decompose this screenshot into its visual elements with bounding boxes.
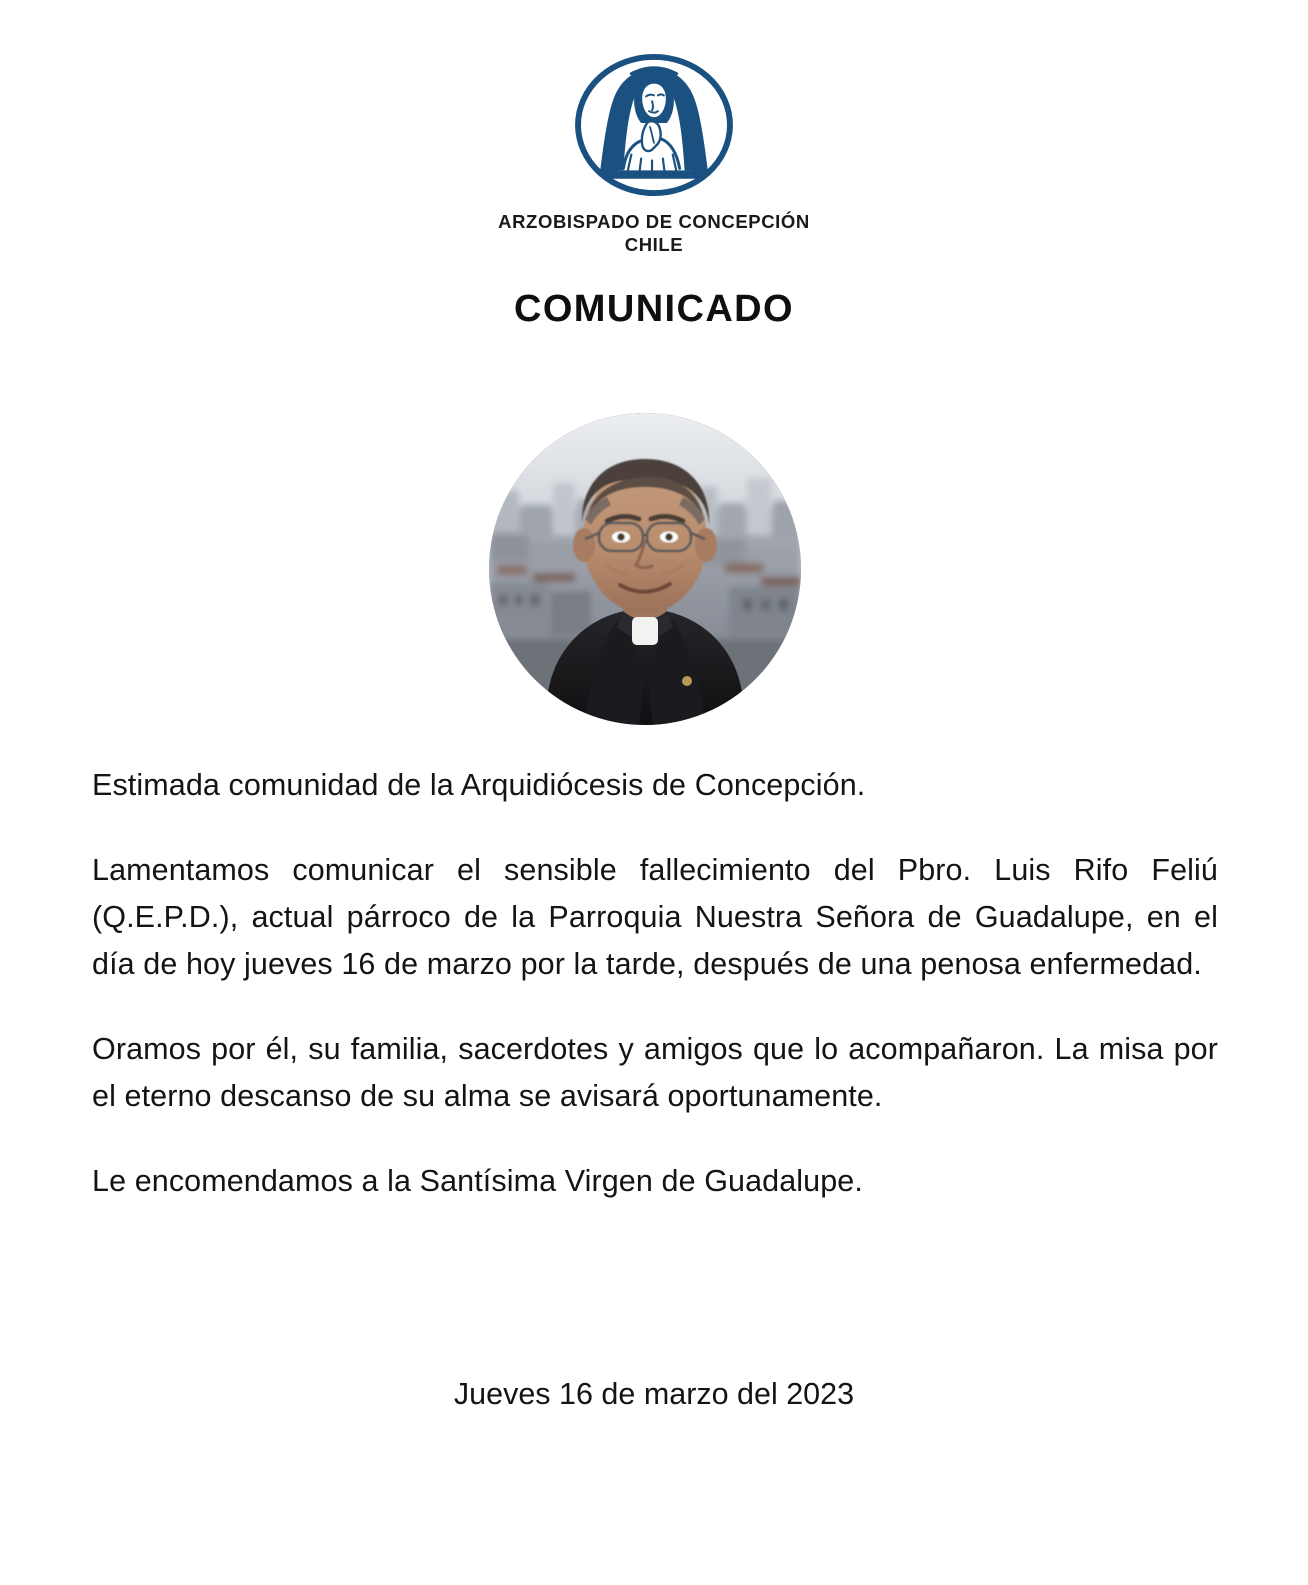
paragraph-announcement: Lamentamos comunicar el sensible fallecimiento del Pbro. Luis Rifo Feliú (Q.E.P.D.), actual párroco de la Parroquia Nuestra Señora de Guadalupe, en el día de hoy jueves 16 de marzo por la tarde, después de una penosa enfermedad. (92, 853, 1218, 981)
document-header (0, 52, 1308, 256)
priest-portrait-photo (489, 413, 801, 725)
document-date: Jueves 16 de marzo del 2023 (453, 1377, 855, 1411)
portrait-image (489, 413, 801, 725)
body-copy (92, 762, 1218, 1205)
virgin-mary-seal-icon (570, 52, 738, 198)
paragraph-closing: Le encomendamos a la Santísima Virgen de Guadalupe. (92, 1164, 863, 1198)
organization-country: CHILE (624, 233, 684, 255)
organization-name: ARZOBISPADO DE CONCEPCIÓN (498, 211, 810, 232)
page-title: COMUNICADO (514, 288, 794, 330)
paragraph-greeting: Estimada comunidad de la Arquidiócesis de Concepción. (92, 768, 866, 802)
paragraph-prayer: Oramos por él, su familia, sacerdotes y amigos que lo acompañaron. La misa por el eterno descanso de su alma se avisará oportunamente. (92, 1032, 1218, 1113)
